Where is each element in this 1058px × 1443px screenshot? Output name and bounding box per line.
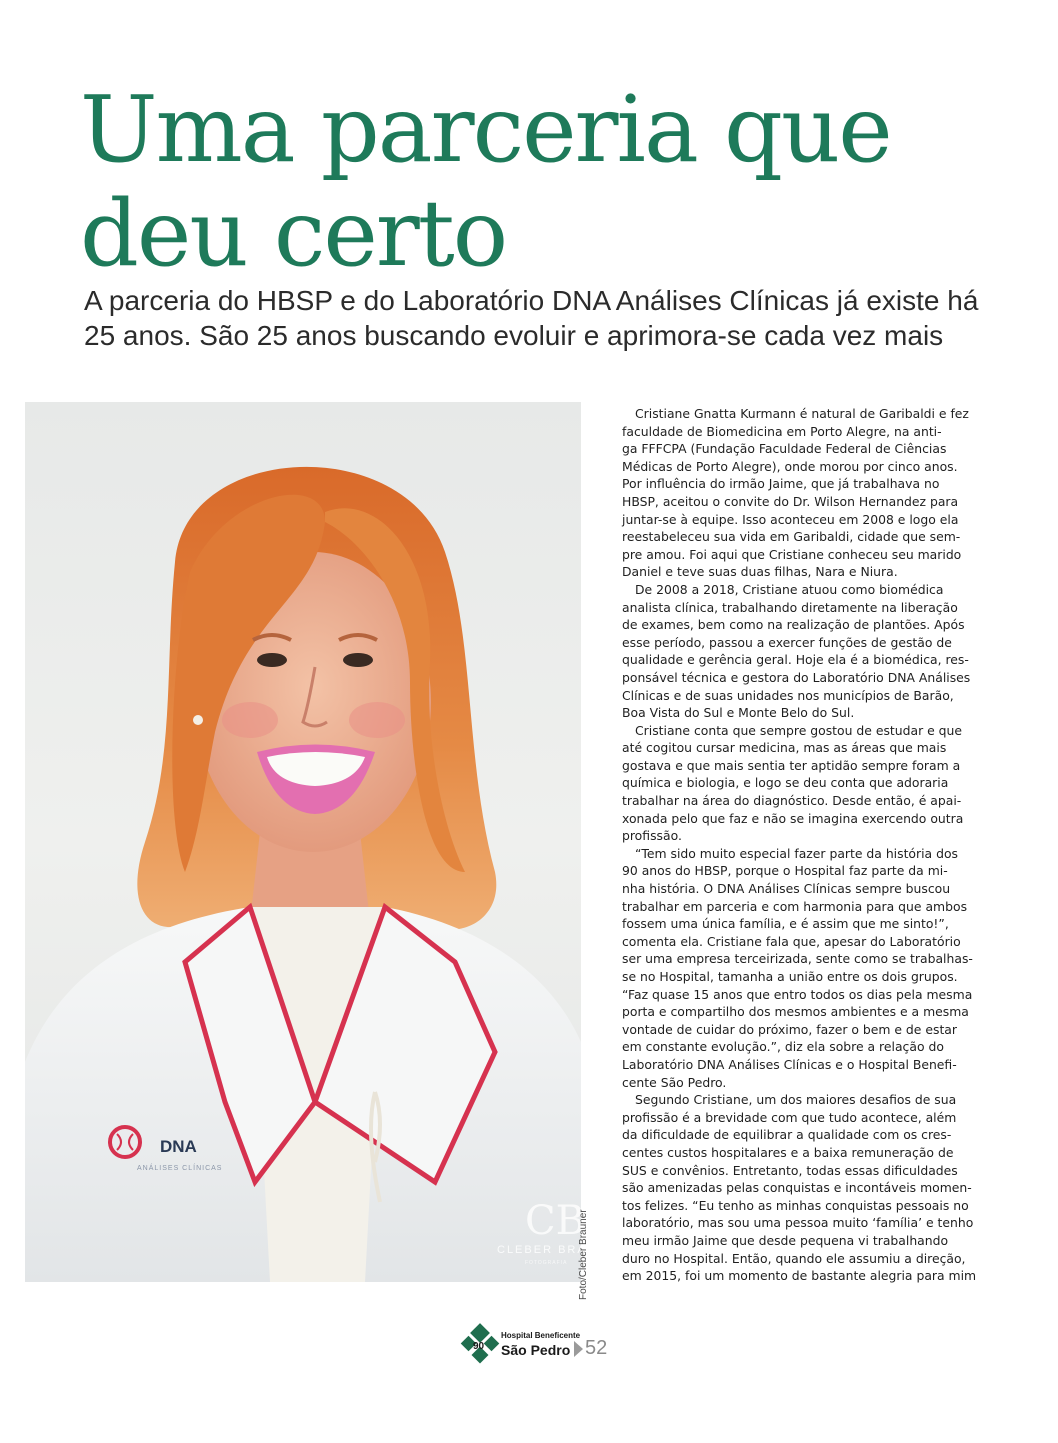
article-line: Cristiane Gnatta Kurmann é natural de Garibaldi e fez — [635, 406, 969, 421]
article-line: analista clínica, trabalhando diretamente na liberação — [622, 599, 958, 615]
page-arrow-icon — [574, 1341, 583, 1357]
article-line: HBSP, aceitou o convite do Dr. Wilson Hernandez para — [622, 493, 959, 509]
brand-main-text: São Pedro — [501, 1342, 571, 1358]
article-line: ser uma empresa terceirizada, sente como se trabalhas- — [622, 951, 973, 967]
photo-credit: Foto/Cleber Brauner — [578, 1209, 589, 1300]
article-line: até cogitou cursar medicina, mas as áreas que mais — [622, 740, 947, 756]
article-line: Por influência do irmão Jaime, que já trabalhava no — [622, 476, 940, 492]
article-line: tos felizes. “Eu tenho as minhas conquistas pessoais no — [622, 1197, 969, 1213]
footer — [461, 1323, 621, 1369]
article-line: vontade de cuidar do próximo, fazer o bem e de estar — [622, 1021, 957, 1037]
subhead-line-1: A parceria do HBSP e do Laboratório DNA Análises Clínicas já existe há — [84, 285, 979, 316]
article-line: centes custos hospitalares e a baixa remuneração de — [622, 1144, 954, 1160]
article-line: Boa Vista do Sul e Monte Belo do Sul. — [622, 705, 855, 721]
article-line: nha história. O DNA Análises Clínicas sempre buscou — [622, 881, 951, 897]
article-line: qualidade e gerência geral. Hoje ela é a biomédica, res- — [622, 652, 969, 668]
article-line: reestabeleceu sua vida em Garibaldi, cidade que sem- — [622, 529, 961, 545]
article-line: “Faz quase 15 anos que entro todos os dias pela mesma — [622, 986, 973, 1002]
article-line: Segundo Cristiane, um dos maiores desafios de sua — [635, 1092, 957, 1108]
article-line: fossem uma única família, e é assim que me sinto!”, — [622, 916, 949, 932]
article-line: cente São Pedro. — [622, 1074, 727, 1090]
article-line: “Tem sido muito especial fazer parte da história dos — [635, 845, 958, 861]
article-line: profissão. — [622, 828, 682, 844]
article-line: laboratório, mas sou uma pessoa muito ‘família’ e tenho — [622, 1215, 974, 1231]
headline-line-2: deu certo — [80, 180, 507, 287]
article-line: De 2008 a 2018, Cristiane atuou como biomédica — [635, 581, 944, 597]
article-line: Médicas de Porto Alegre), onde morou por cinco anos. — [622, 458, 958, 474]
article-line: comenta ela. Cristiane fala que, apesar do Laboratório — [622, 933, 961, 949]
hospital-logo-icon — [461, 1325, 499, 1363]
article-line: Laboratório DNA Análises Clínicas e o Hospital Benefi- — [622, 1056, 957, 1072]
article-subhead — [84, 283, 1044, 353]
article-line: faculdade de Biomedicina em Porto Alegre, na anti- — [622, 423, 942, 439]
watermark-name: CLEBER BRAU — [497, 1244, 597, 1256]
article-line: meu irmão Jaime que desde pequena vi trabalhando — [622, 1232, 949, 1248]
article-line: gostava e que mais sentia ter aptidão sempre foram a — [622, 757, 961, 773]
article-line: se no Hospital, tamanha a união entre os dois grupos. — [622, 969, 958, 984]
article-line: trabalhar na área do diagnóstico. Desde então, é apai- — [622, 793, 962, 809]
article-line: porta e compartilho dos mesmos ambientes e a mesma — [622, 1004, 969, 1020]
article-line: duro no Hospital. Então, quando ele assumiu a direção, — [622, 1250, 966, 1266]
page-number: 52 — [585, 1337, 608, 1359]
subhead-line-2: 25 anos. São 25 anos buscando evoluir e aprimora-se cada vez mais — [84, 320, 944, 351]
article-line: Daniel e teve suas duas filhas, Nara e Niura. — [622, 564, 898, 580]
article-line: trabalhar em parceria e com harmonia para que ambos — [622, 898, 968, 914]
article-line: ga FFFCPA (Fundação Faculdade Federal de Ciências — [622, 441, 947, 457]
article-line: em constante evolução.”, diz ela sobre a relação do — [622, 1039, 944, 1055]
article-line: química e biologia, e logo se deu conta que adoraria — [622, 775, 949, 791]
article-line: de exames, bem como na realização de plantões. Após — [622, 617, 965, 633]
article-line: esse período, passou a exercer funções de gestão de — [622, 634, 952, 650]
coat-logo-text: DNA — [160, 1137, 197, 1156]
headline-line-1: Uma parceria que — [80, 76, 891, 183]
article-line: SUS e convênios. Entretanto, todas essas dificuldades — [622, 1162, 958, 1178]
article-line: Cristiane conta que sempre gostou de estudar e que — [635, 722, 963, 738]
article-headline — [80, 78, 1020, 286]
article-line: Clínicas e de suas unidades nos municípios de Barão, — [622, 687, 954, 703]
article-line: são amenizadas pelas conquistas e incontáveis momen- — [622, 1180, 972, 1196]
coat-logo-subtext: ANÁLISES CLÍNICAS — [137, 1165, 223, 1172]
logo-number: 90 — [473, 1341, 485, 1352]
watermark-sub: FOTOGRAFIA — [525, 1260, 568, 1266]
article-line: xonada pelo que faz e não se imagina exercendo outra — [622, 810, 964, 826]
article-line: ponsável técnica e gestora do Laboratório DNA Análises — [622, 669, 971, 685]
article-line: em 2015, foi um momento de bastante alegria para mim — [622, 1268, 977, 1284]
brand-top-text: Hospital Beneficente — [501, 1331, 581, 1340]
watermark-monogram: CB — [525, 1198, 585, 1244]
article-line: profissão é a brevidade com que tudo acontece, além — [622, 1109, 957, 1125]
article-body — [622, 405, 984, 1285]
article-line: pre amou. Foi aqui que Cristiane conheceu seu marido — [622, 546, 962, 562]
article-line: juntar-se à equipe. Isso aconteceu em 2008 e logo ela — [622, 511, 959, 527]
article-line: 90 anos do HBSP, porque o Hospital faz parte da mi- — [622, 863, 948, 879]
article-line: da dificuldade de equilibrar a qualidade com os cres- — [622, 1127, 952, 1143]
